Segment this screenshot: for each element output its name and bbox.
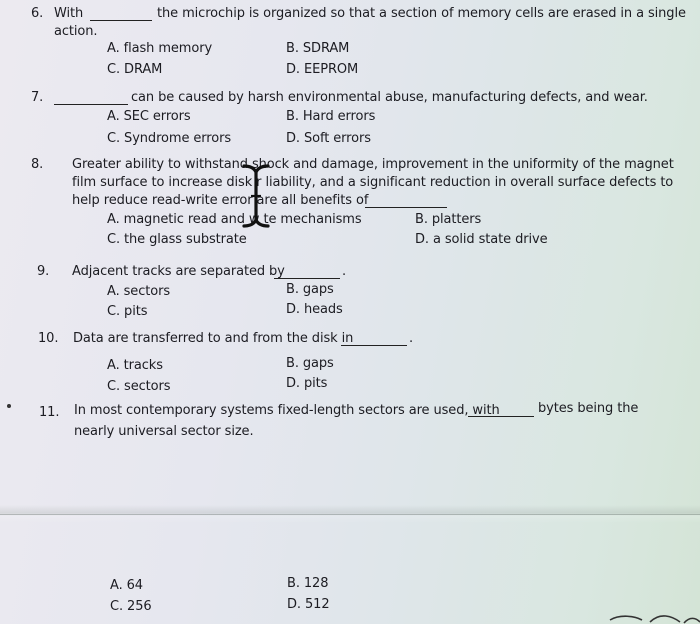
option-c[interactable]: C. 256 — [110, 599, 152, 614]
question-number: 6. — [31, 6, 44, 21]
option-d[interactable]: D. 512 — [287, 597, 330, 612]
period: . — [342, 264, 347, 279]
page-fold-line — [0, 514, 700, 515]
question-stem-line2: action. — [54, 24, 98, 39]
option-b[interactable]: B. Hard errors — [286, 109, 376, 124]
question-number: 8. — [31, 157, 44, 172]
option-b[interactable]: B. 128 — [287, 576, 329, 591]
option-d[interactable]: D. pits — [286, 376, 328, 391]
question-stem-line3: help reduce read-write error are all benefits of — [72, 193, 369, 208]
option-a[interactable]: A. flash memory — [107, 41, 213, 56]
option-d[interactable]: D. EEPROM — [286, 62, 359, 77]
option-b[interactable]: B. SDRAM — [286, 41, 350, 56]
question-stem: can be caused by harsh environmental abuse, manufacturing defects, and wear. — [131, 90, 648, 105]
question-stem-line2: nearly universal sector size. — [74, 424, 254, 439]
answer-blank[interactable] — [54, 92, 128, 105]
option-c[interactable]: C. the glass substrate — [107, 232, 247, 247]
question-stem: Data are transferred to and from the disk in — [73, 331, 354, 346]
question-stem: Adjacent tracks are separated by — [72, 264, 285, 279]
answer-blank[interactable] — [341, 333, 407, 346]
answer-blank[interactable] — [274, 266, 340, 279]
option-d[interactable]: D. heads — [286, 302, 343, 317]
stray-mark — [7, 404, 11, 408]
option-b[interactable]: B. gaps — [286, 356, 334, 371]
question-stem-line1: Greater ability to withstand shock and damage, improvement in the uniformity of the magnet — [72, 157, 674, 172]
cut-off-text-fragment — [580, 604, 700, 624]
option-c[interactable]: C. Syndrome errors — [107, 131, 232, 146]
option-b[interactable]: B. platters — [415, 212, 482, 227]
option-a[interactable]: A. sectors — [107, 284, 171, 299]
question-stem-start: With — [54, 6, 84, 21]
option-a[interactable]: A. tracks — [107, 358, 163, 373]
option-a[interactable]: A. SEC errors — [107, 109, 191, 124]
option-c[interactable]: C. DRAM — [107, 62, 163, 77]
question-number: 11. — [39, 405, 60, 420]
answer-blank[interactable] — [90, 8, 152, 21]
question-number: 7. — [31, 90, 44, 105]
option-d[interactable]: D. a solid state drive — [415, 232, 548, 247]
question-number: 10. — [38, 331, 59, 346]
option-a[interactable]: A. magnetic read and w te mechanisms — [107, 212, 362, 227]
question-number: 9. — [37, 264, 50, 279]
answer-blank[interactable] — [468, 404, 534, 417]
answer-blank[interactable] — [365, 195, 447, 208]
option-c[interactable]: C. pits — [107, 304, 148, 319]
option-c[interactable]: C. sectors — [107, 379, 171, 394]
option-d[interactable]: D. Soft errors — [286, 131, 371, 146]
text-cursor-icon — [240, 160, 272, 232]
option-b[interactable]: B. gaps — [286, 282, 334, 297]
question-stem-line2: film surface to increase disk r liability, and a significant reduction in overall surface defects to — [72, 175, 674, 190]
question-stem-end: bytes being the — [538, 401, 639, 416]
option-a[interactable]: A. 64 — [110, 578, 143, 593]
question-stem: the microchip is organized so that a section of memory cells are erased in a single — [157, 6, 686, 21]
period: . — [409, 331, 414, 346]
question-stem-start: In most contemporary systems fixed-length sectors are used, with — [74, 403, 500, 418]
